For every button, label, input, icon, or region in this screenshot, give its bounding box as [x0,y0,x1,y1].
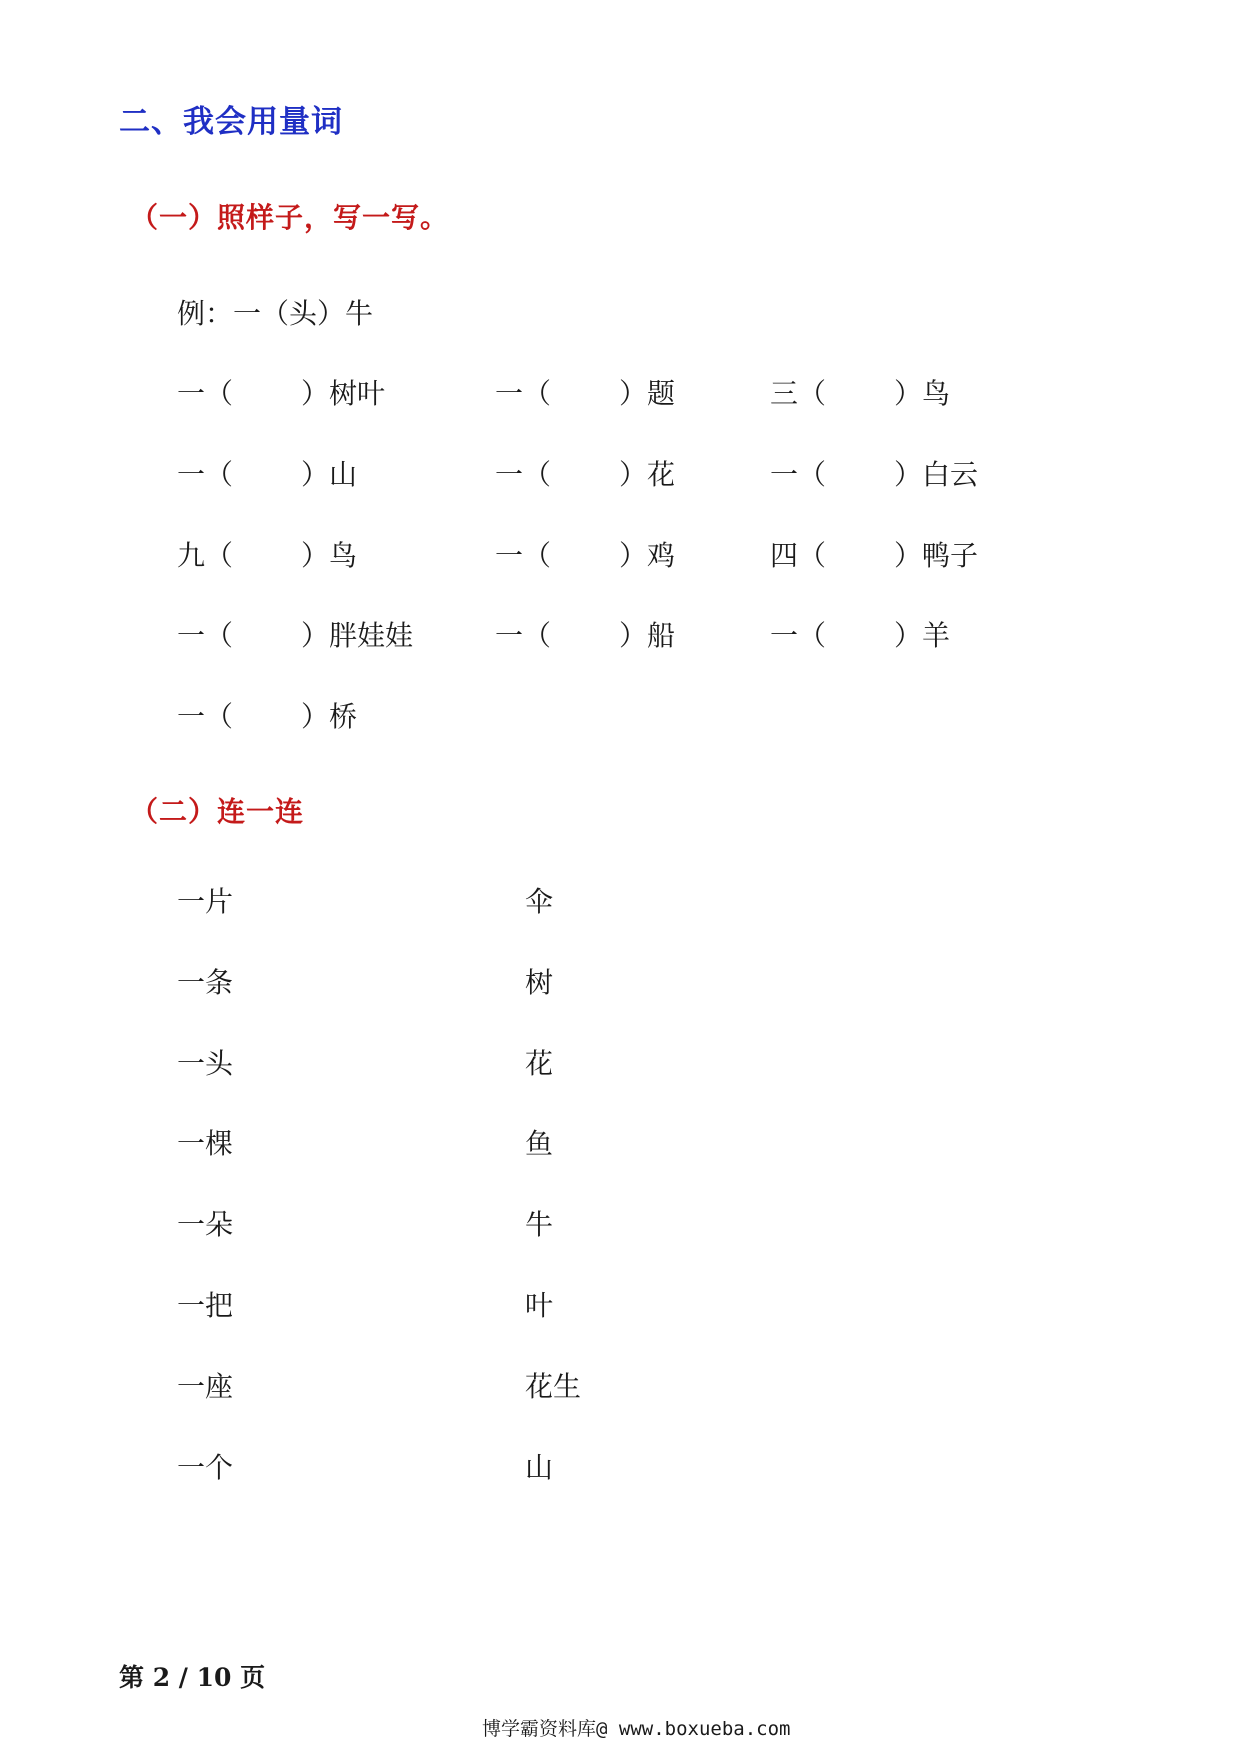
fill-item-prefix: 三（ [770,377,827,410]
example-line: 例：一（头）牛 [177,297,374,330]
fill-item-suffix: ）鸟 [894,377,951,410]
fill-item-suffix: ）山 [301,458,358,491]
match-right-item[interactable]: 牛 [525,1208,554,1241]
fill-item [770,453,978,493]
fill-item [770,614,950,654]
fill-item-prefix: 四（ [770,539,827,572]
fill-item-prefix: 一（ [495,539,552,572]
part1-title: （一）照样子，写一写。 [130,201,450,234]
fill-item [770,372,950,412]
fill-item-suffix: ）羊 [894,619,951,652]
match-right-item[interactable]: 花生 [525,1370,582,1403]
fill-item-prefix: 一（ [495,619,552,652]
fill-item-suffix: ）鸟 [301,539,358,572]
match-left-item[interactable]: 一座 [177,1370,234,1403]
fill-item [177,534,357,574]
page-number: 第 2 / 10 页 [119,1663,266,1692]
fill-item [495,372,675,412]
fill-item [177,453,357,493]
fill-item [177,695,357,735]
fill-item-prefix: 一（ [177,700,234,733]
match-left-item[interactable]: 一条 [177,966,234,999]
section-title: 二、我会用量词 [119,104,343,140]
match-left-item[interactable]: 一把 [177,1289,234,1322]
fill-item-suffix: ）花 [619,458,676,491]
match-left-item[interactable]: 一片 [177,885,234,918]
fill-item-suffix: ）题 [619,377,676,410]
match-left-item[interactable]: 一棵 [177,1127,234,1160]
fill-item-prefix: 一（ [770,458,827,491]
fill-item-prefix: 九（ [177,539,234,572]
fill-item-suffix: ）鸡 [619,539,676,572]
fill-item-suffix: ）桥 [301,700,358,733]
fill-item-prefix: 一（ [177,458,234,491]
match-left-item[interactable]: 一朵 [177,1208,234,1241]
match-right-item[interactable]: 伞 [525,885,554,918]
fill-item [177,372,385,412]
match-right-item[interactable]: 鱼 [525,1127,554,1160]
fill-item-prefix: 一（ [770,619,827,652]
fill-item-prefix: 一（ [495,458,552,491]
fill-item-suffix: ）树叶 [301,377,386,410]
fill-item [495,534,675,574]
match-right-item[interactable]: 树 [525,966,554,999]
fill-item [495,453,675,493]
match-left-item[interactable]: 一头 [177,1047,234,1080]
match-right-item[interactable]: 叶 [525,1289,554,1322]
fill-item-suffix: ）鸭子 [894,539,979,572]
match-right-item[interactable]: 花 [525,1047,554,1080]
fill-item-prefix: 一（ [177,619,234,652]
fill-item [495,614,675,654]
footer-watermark: 博学霸资料库@ www.boxueba.com [482,1718,791,1740]
match-right-item[interactable]: 山 [525,1451,554,1484]
fill-item-suffix: ）船 [619,619,676,652]
fill-item-suffix: ）白云 [894,458,979,491]
match-left-item[interactable]: 一个 [177,1451,234,1484]
fill-item-prefix: 一（ [495,377,552,410]
fill-item-suffix: ）胖娃娃 [301,619,414,652]
fill-item-prefix: 一（ [177,377,234,410]
fill-item [770,534,978,574]
fill-item [177,614,413,654]
part2-title: （二）连一连 [130,795,305,828]
